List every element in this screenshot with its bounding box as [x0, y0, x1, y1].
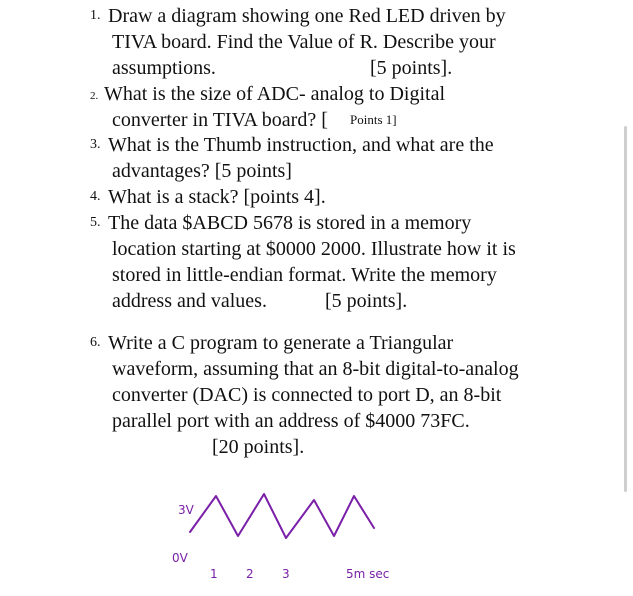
- question-text-line: What is the size of ADC- analog to Digital: [104, 83, 446, 105]
- y-top-label: 3V: [178, 503, 194, 517]
- question-text-line: advantages? [5 points]: [112, 160, 292, 182]
- question-text-line: address and values.: [112, 290, 267, 312]
- question-number: 5.: [90, 215, 101, 230]
- x-tick-label: 3: [282, 567, 290, 581]
- question-number: 6.: [90, 335, 101, 350]
- question-text-line: What is a stack? [points 4].: [108, 186, 326, 208]
- question-text-line: TIVA board. Find the Value of R. Describe your: [112, 31, 496, 53]
- question-text-line: assumptions.: [112, 57, 216, 79]
- question-number: 4.: [90, 189, 101, 204]
- question-text-line: Draw a diagram showing one Red LED driven by: [108, 5, 506, 27]
- question-text-line: The data $ABCD 5678 is stored in a memory: [108, 212, 472, 234]
- x-tick-label: 1: [210, 567, 218, 581]
- question-text-line: converter in TIVA board? [: [112, 109, 328, 131]
- question-text-line: waveform, assuming that an 8-bit digital-to-analog: [112, 358, 519, 380]
- question-number: 3.: [90, 137, 101, 152]
- question-text-line: What is the Thumb instruction, and what are the: [108, 134, 494, 156]
- question-text-line: Write a C program to generate a Triangular: [108, 332, 454, 354]
- question-number: 1.: [90, 8, 101, 23]
- question-text-line: parallel port with an address of $4000 73FC.: [112, 410, 470, 432]
- question-text-line: stored in little-endian format. Write the memory: [112, 264, 497, 286]
- question-points: [5 points].: [370, 57, 453, 79]
- question-text-line: converter (DAC) is connected to port D, an 8-bit: [112, 384, 502, 406]
- question-text-line: location starting at $0000 2000. Illustrate how it is: [112, 238, 516, 260]
- scrollbar[interactable]: [624, 126, 627, 492]
- x-tick-label: 2: [246, 567, 254, 581]
- waveform-line: [190, 494, 374, 538]
- y-bottom-label: 0V: [172, 551, 188, 565]
- x-end-label: 5m sec: [346, 567, 390, 581]
- question-points: [5 points].: [325, 290, 408, 312]
- question-points: Points 1]: [350, 112, 397, 127]
- question-number: 2.: [90, 90, 99, 102]
- question-points: [20 points].: [212, 436, 305, 458]
- waveform-sketch: [160, 480, 440, 590]
